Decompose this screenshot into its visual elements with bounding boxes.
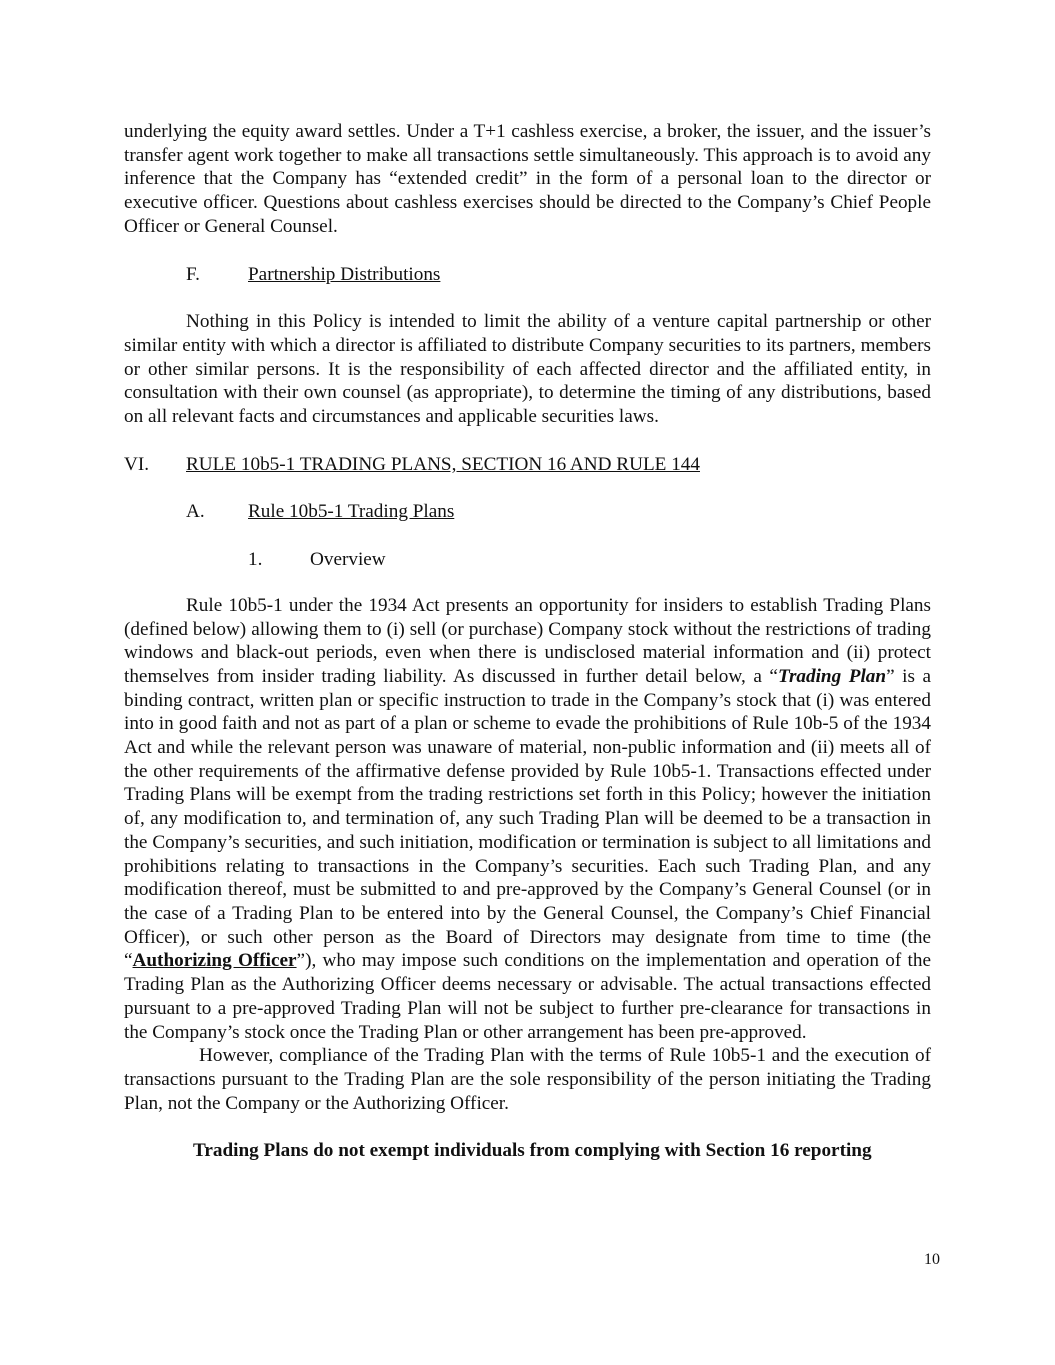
heading-trading-plans — [124, 500, 931, 524]
heading-title: Overview — [310, 549, 386, 571]
heading-overview — [124, 548, 931, 572]
paragraph-text: ” is a binding contract, written plan or specific instruction to trade in the Company’s stock that (i) was entered into in good faith and not as part of a plan or scheme to evade the prohibitions of Rule 10b-5 of the 1934 Act and while the relevant person was unaware of material, non-public information and (ii) meets all of the other requirements of the affirmative defense provided by Rule 10b5-1. Transactions effected under Trading Plans will be exempt from the trading restrictions set forth in this Policy; however the initiation of, any modification to, and termination of, any such Trading Plan will be deemed to be a transaction in the Company’s securities, and such initiation, modification or termination is subject to all limitations and prohibitions relating to transactions in the Company’s securities. Each such Trading Plan, and any modification thereof, must be submitted to and pre-approved by the Company’s General Counsel (or in the case of a Trading Plan to be entered into by the General Counsel, the Company’s Chief Financial Officer), or such other person as the Board of Directors may designate from time to time (the “ — [124, 665, 931, 972]
page-body — [124, 120, 931, 1163]
heading-partnership-distributions — [124, 263, 931, 287]
defined-term-authorizing-officer: Authorizing Officer — [132, 950, 297, 972]
paragraph-rule-10b5-1 — [124, 594, 931, 1044]
heading-number: F. — [186, 263, 200, 285]
paragraph-partnership-distributions: Nothing in this Policy is intended to limit the ability of a venture capital partnership or other similar entity with which a director is affiliated to distribute Company securities to its partners, members or other similar persons. It is the responsibility of each affected director and the affiliated entity, in consultation with their own counsel (as appropriate), to determine the timing of any distributions, based on all relevant facts and circumstances and applicable securities laws. — [124, 311, 931, 428]
heading-section-vi — [124, 453, 931, 477]
heading-title: Rule 10b5-1 Trading Plans — [248, 501, 455, 523]
heading-title: Partnership Distributions — [248, 263, 441, 285]
paragraph-text: ”), who may impose such conditions on the implementation and operation of the Trading Plan as the Authorizing Officer deems necessary or advisable. The actual transactions effected pursuant to a pre-approved Trading Plan will not be subject to further pre-clearance for transactions in the Company’s stock once the Trading Plan or other arrangement has been pre-approved. — [124, 950, 931, 1043]
heading-number: VI. — [124, 453, 150, 475]
paragraph-compliance: However, compliance of the Trading Plan with the terms of Rule 10b5-1 and the execution of transactions pursuant to the Trading Plan are the sole responsibility of the person initiating the Trading Plan, not the Company or the Authorizing Officer. — [124, 1045, 931, 1114]
page-number: 10 — [924, 1251, 940, 1268]
heading-number: 1. — [248, 549, 263, 571]
heading-title: RULE 10b5-1 TRADING PLANS, SECTION 16 AND RULE 144 — [186, 453, 700, 475]
paragraph-section-16-notice: Trading Plans do not exempt individuals from complying with Section 16 reporting — [193, 1140, 872, 1162]
paragraph-cashless-exercise: underlying the equity award settles. Under a T+1 cashless exercise, a broker, the issuer, and the issuer’s transfer agent work together to make all transactions settle simultaneously. This approach is to avoid any inference that the Company has “extended credit” in the form of a personal loan to the director or executive officer. Questions about cashless exercises should be directed to the Company’s Chief People Officer or General Counsel. — [124, 121, 931, 237]
paragraph-text: Rule 10b5-1 under the 1934 Act presents an opportunity for insiders to establish Trading Plans (defined below) allowing them to (i) sell (or purchase) Company stock without the restrictions of trading windows and black-out periods, even when there is undisclosed material information and (ii) protect themselves from insider trading liability. As discussed in further detail below, a “ — [124, 594, 931, 687]
defined-term-trading-plan: Trading Plan — [777, 665, 887, 687]
heading-number: A. — [186, 501, 205, 523]
